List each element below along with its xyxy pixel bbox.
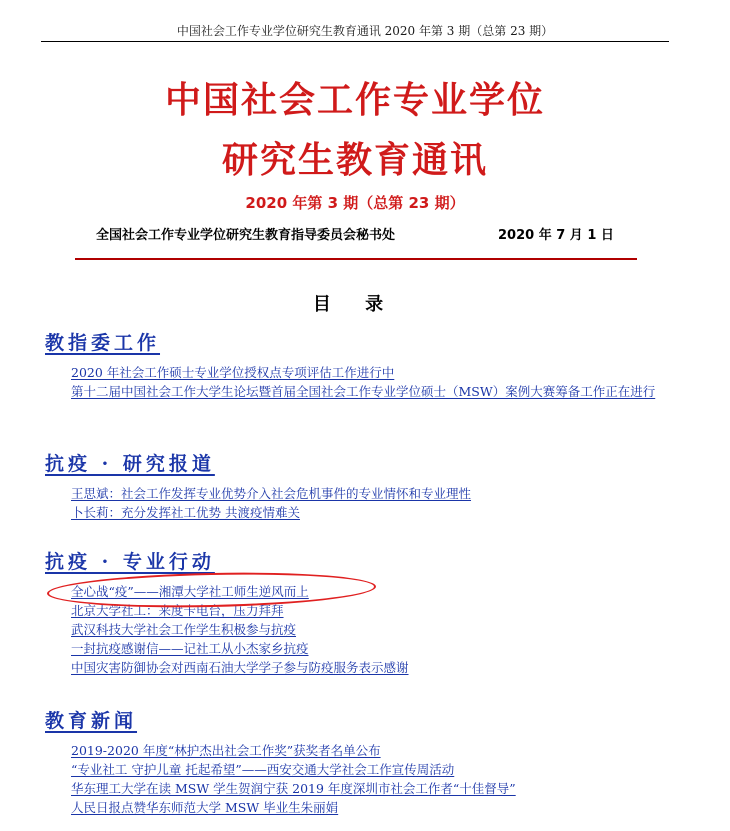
masthead-title-line1: 中国社会工作专业学位 [164,80,545,121]
toc-section-committee-work [45,328,685,401]
toc-link[interactable]: “专业社工 守护儿童 托起希望”——西安交通大学社会工作宣传周活动 [71,762,455,777]
toc-link[interactable]: 2019-2020 年度“林护杰出社会工作奖”获奖者名单公布 [71,743,381,758]
publication-date: 2020 年 7 月 1 日 [498,228,614,243]
toc-link[interactable]: 第十二届中国社会工作大学生论坛暨首届全国社会工作专业学位硕士（MSW）案例大赛筹备工作正在进行 [71,384,656,399]
toc-section-education-news [45,706,685,817]
section-heading[interactable]: 抗疫 · 专业行动 [45,551,215,573]
toc-section-professional-action [45,547,685,677]
section-entries [71,484,685,522]
toc-title: 目 录 [312,294,398,315]
toc-link[interactable]: 卜长莉：充分发挥社工优势 共渡疫情难关 [71,505,300,520]
toc-link[interactable]: 中国灾害防御协会对西南石油大学学子参与防疫服务表示感谢 [71,660,409,675]
section-entries [71,363,685,401]
toc-link[interactable]: 北京大学社工：来度卡电台，压力拜拜 [71,603,284,618]
header-rule [41,41,669,42]
toc-link[interactable]: 王思斌：社会工作发挥专业优势介入社会危机事件的专业情怀和专业理性 [71,486,472,501]
masthead-title-line2: 研究生教育通讯 [221,140,488,181]
toc-link[interactable]: 一封抗疫感谢信——记社工从小杰家乡抗疫 [71,641,309,656]
section-heading[interactable]: 教育新闻 [45,710,138,732]
section-heading[interactable]: 抗疫 · 研究报道 [45,453,215,475]
toc-link[interactable]: 2020 年社会工作硕士专业学位授权点专项评估工作进行中 [71,365,395,380]
running-header: 中国社会工作专业学位研究生教育通讯 2020 年第 3 期（总第 23 期） [176,24,554,38]
masthead-divider [75,258,637,260]
toc-link[interactable]: 华东理工大学在读 MSW 学生贺润宁获 2019 年度深圳市社会工作者“十佳督导” [71,781,516,796]
toc-link[interactable]: 人民日报点赞华东师范大学 MSW 毕业生朱丽娟 [71,800,339,815]
section-entries [71,741,685,817]
issue-number: 2020 年第 3 期（总第 23 期） [245,194,465,212]
publisher: 全国社会工作专业学位研究生教育指导委员会秘书处 [96,228,396,243]
toc-section-research-reports [45,449,685,522]
toc-link[interactable]: 全心战“疫”——湘潭大学社工师生逆风而上 [71,584,309,599]
section-heading[interactable]: 教指委工作 [45,332,161,354]
section-entries [71,582,685,677]
toc-link[interactable]: 武汉科技大学社会工作学生积极参与抗疫 [71,622,297,637]
